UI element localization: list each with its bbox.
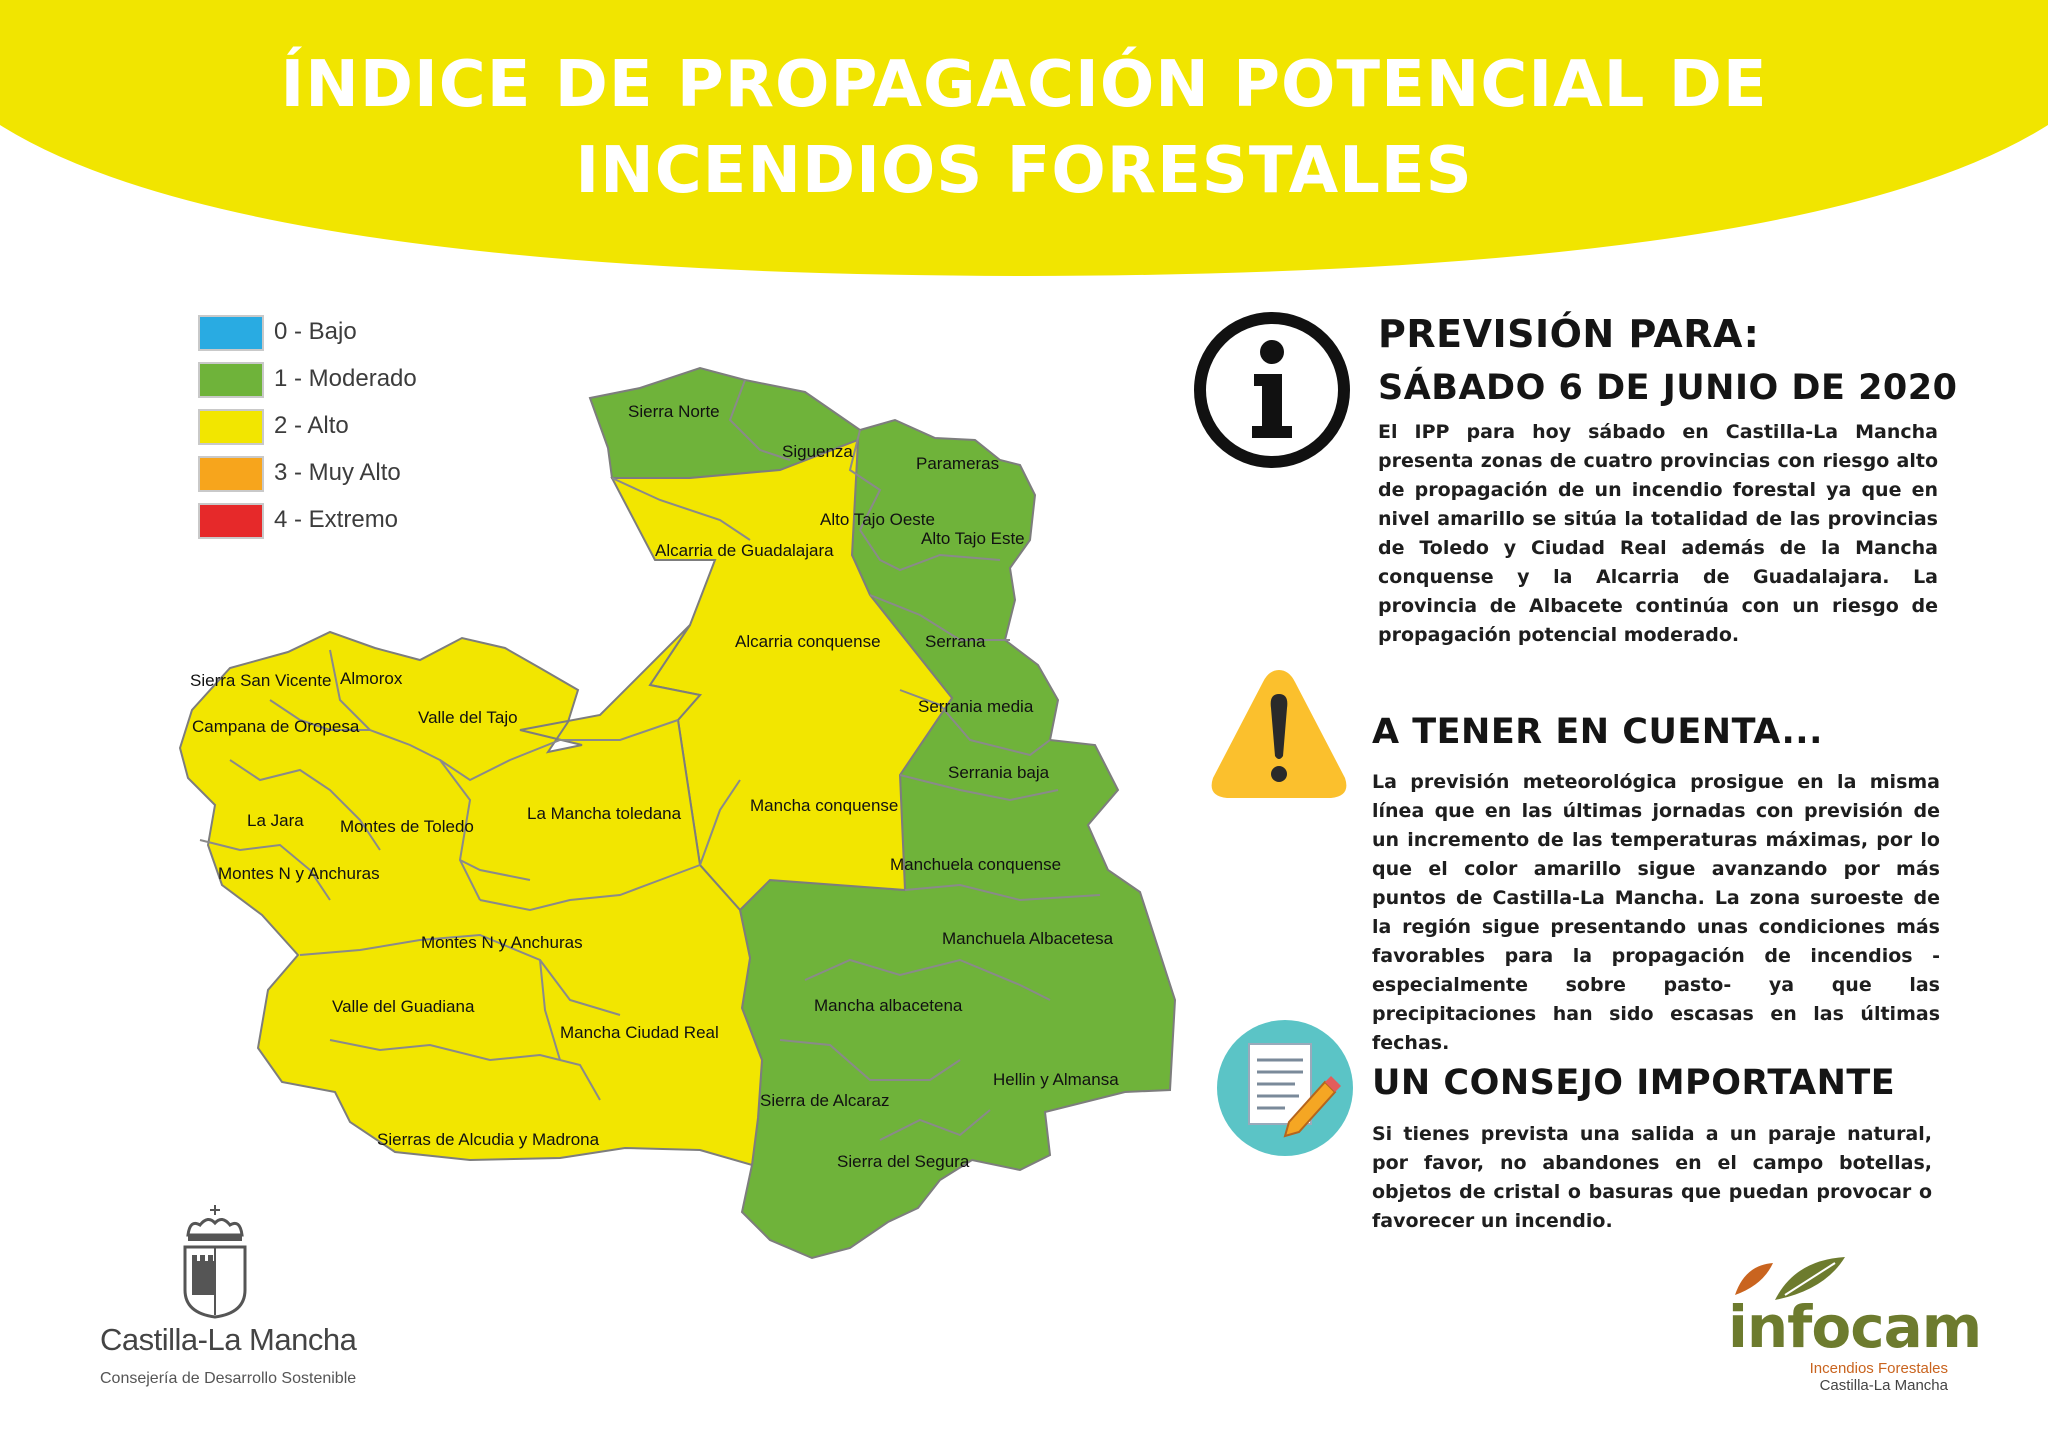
- title-line-2: INCENDIOS FORESTALES: [575, 134, 1473, 208]
- infocam-subtitle: Incendios Forestales: [1809, 1360, 1948, 1377]
- coat-of-arms-logo: [180, 1205, 250, 1320]
- zone-label: Serrania media: [918, 697, 1034, 716]
- zone-label: Montes N y Anchuras: [218, 864, 380, 883]
- infocam-region: Castilla-La Mancha: [1819, 1377, 1948, 1394]
- page-title: [0, 42, 2048, 214]
- notice-text: La previsión meteorológica prosigue en la misma línea que en las últimas jornadas con previsión de un incremento de las temperaturas máximas, por lo que el color amarillo sigue avanzando por más puntos de Castilla-La Mancha. La zona suroeste de la región sigue presentando unas condiciones más favorables para la propagación de incendios -especialmente sobre pasto- ya que las precipitaciones han sido escasas en las últimas fechas.: [1372, 771, 1940, 1054]
- zone-label: Serrana: [925, 632, 986, 651]
- legend-label: 0 - Bajo: [274, 318, 357, 345]
- zone-label: Parameras: [916, 454, 1000, 473]
- infocam-logo-text: infocam: [1728, 1293, 1982, 1361]
- zone-label: La Mancha toledana: [527, 804, 682, 823]
- notice-heading: A TENER EN CUENTA...: [1372, 712, 1823, 752]
- zone-label: Sierras de Alcudia y Madrona: [377, 1130, 600, 1149]
- zone-label: La Jara: [247, 811, 304, 830]
- zone-label: Almorox: [340, 669, 403, 688]
- zone-label: Montes N y Anchuras: [421, 933, 583, 952]
- zone-label: Mancha conquense: [750, 796, 899, 815]
- forecast-text: El IPP para hoy sábado en Castilla-La Mancha presenta zonas de cuatro provincias con riesgo alto de propagación de un incendio forestal ya que en nivel amarillo se sitúa la totalidad de las provincias de Toledo y Ciudad Real además de la Mancha conquense y la Alcarria de Guadalajara. La provincia de Albacete continúa con un riesgo de propagación potencial moderado.: [1378, 421, 1938, 646]
- org-name: Castilla-La Mancha: [100, 1322, 357, 1357]
- zone-label: Sierra de Alcaraz: [760, 1091, 890, 1110]
- zone-label: Hellin y Almansa: [993, 1070, 1119, 1089]
- forecast-heading: PREVISIÓN PARA:: [1378, 312, 1760, 356]
- zone-label: Siguenza: [782, 442, 853, 461]
- region-map: [170, 360, 1200, 1280]
- map-area-high-west: [180, 625, 762, 1165]
- info-icon: [1192, 310, 1352, 470]
- legend-item-bajo: [198, 315, 518, 355]
- advice-heading: UN CONSEJO IMPORTANTE: [1372, 1063, 1896, 1103]
- zone-label: Valle del Tajo: [418, 708, 518, 727]
- title-line-1: ÍNDICE DE PROPAGACIÓN POTENCIAL DE: [280, 48, 1768, 122]
- zone-label: Alcarria de Guadalajara: [655, 541, 834, 560]
- legend-label: 4 - Extremo: [274, 506, 399, 533]
- warning-icon: [1205, 660, 1353, 810]
- legend-label: 1 - Moderado: [274, 365, 417, 392]
- zone-label: Mancha Ciudad Real: [560, 1023, 719, 1042]
- org-department: Consejería de Desarrollo Sostenible: [100, 1370, 357, 1387]
- zone-label: Valle del Guadiana: [332, 997, 475, 1016]
- forecast-date: SÁBADO 6 DE JUNIO DE 2020: [1378, 368, 1958, 408]
- zone-label: Manchuela Albacetesa: [942, 929, 1114, 948]
- zone-label: Mancha albacetena: [814, 996, 963, 1015]
- zone-label: Sierra Norte: [628, 402, 720, 421]
- zone-label: Alcarria conquense: [735, 632, 881, 651]
- zone-label: Alto Tajo Oeste: [820, 510, 935, 529]
- zone-label: Alto Tajo Este: [921, 529, 1025, 548]
- zone-label: Campana de Oropesa: [192, 717, 360, 736]
- zone-label: Serrania baja: [948, 763, 1050, 782]
- legend-swatch: [198, 315, 264, 351]
- zone-label: Montes de Toledo: [340, 817, 474, 836]
- legend-label: 2 - Alto: [274, 412, 349, 439]
- legend-label: 3 - Muy Alto: [274, 459, 401, 486]
- zone-label: Sierra San Vicente: [190, 671, 332, 690]
- document-pencil-icon: [1215, 1018, 1355, 1158]
- advice-text: Si tienes prevista una salida a un paraje natural, por favor, no abandones en el campo botellas, objetos de cristal o basuras que puedan provocar o favorecer un incendio.: [1372, 1123, 1932, 1232]
- zone-label: Sierra del Segura: [837, 1152, 970, 1171]
- zone-label: Manchuela conquense: [890, 855, 1062, 874]
